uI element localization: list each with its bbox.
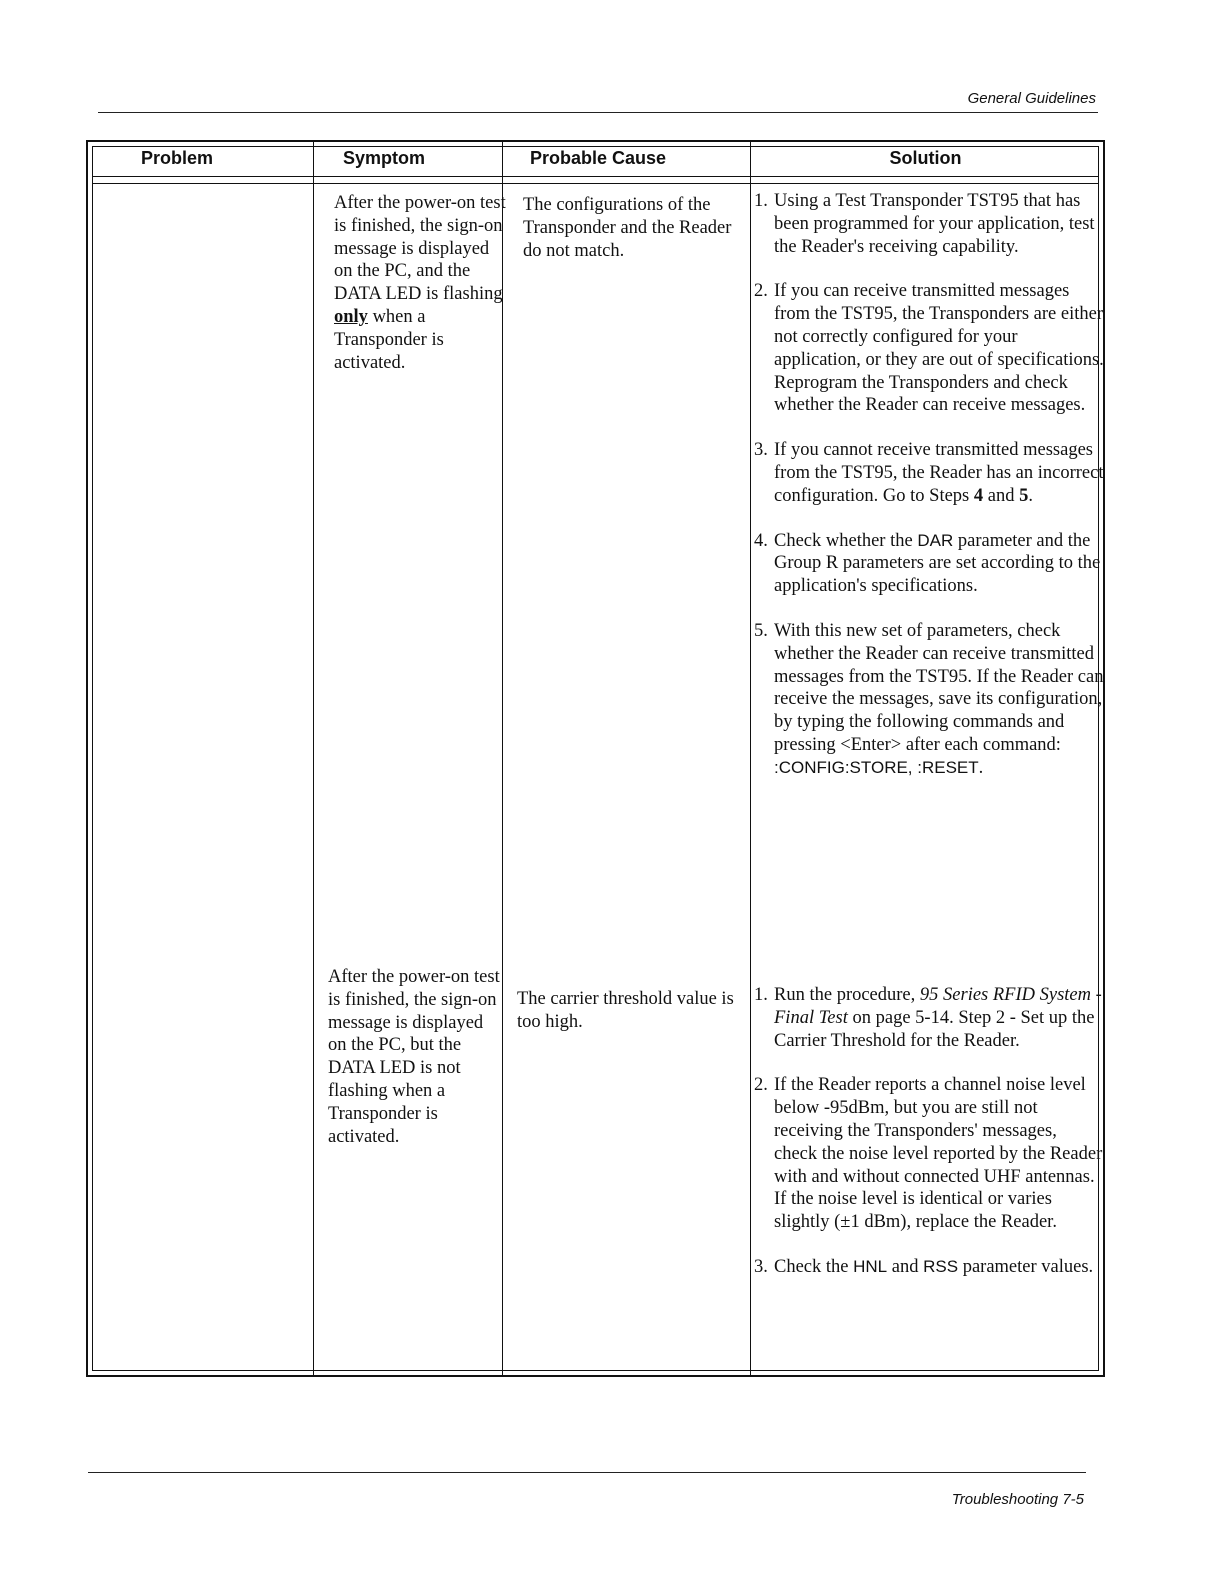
step-text: If the Reader reports a channel noise level below -95dBm, but you are still not receiving the Transponders' messages, check the noise level reported by the Reader with and without connected UHF antennas. If the noise level is identical or varies slightly (±1 dBm), replace the Reader.: [774, 1075, 1103, 1233]
step-number: 2.: [754, 281, 768, 302]
step-number: 5.: [754, 620, 768, 641]
symptom-text: when a Transponder is activated.: [334, 306, 444, 373]
step-number: 1.: [754, 985, 768, 1005]
column-header-problem: Problem: [141, 148, 214, 168]
column-divider: [313, 142, 314, 1375]
solution-step: [752, 280, 1104, 417]
step-number: 3.: [754, 1256, 768, 1277]
solution-step: [752, 620, 1104, 780]
troubleshooting-table: [86, 140, 1105, 1377]
step-text: Run the procedure,: [774, 985, 920, 1005]
step-text: and: [983, 485, 1020, 506]
step-text: .: [978, 757, 984, 778]
solution-step: [752, 984, 1104, 1052]
page-footer: [88, 1472, 1086, 1508]
step-number: 4.: [754, 530, 768, 551]
solution-step: [752, 530, 1104, 598]
step-number: 3.: [754, 440, 768, 461]
symptom-text: After the power-on test is finished, the sign-on message is displayed on the PC, and the DATA LED is flashing: [334, 193, 506, 305]
page-header: [98, 88, 1098, 113]
column-divider: [750, 142, 751, 1375]
step-text: .: [1028, 485, 1033, 506]
solution-step: [752, 439, 1104, 507]
solution-step: [752, 1074, 1104, 1234]
step-number: 1.: [754, 191, 768, 211]
step-text: Using a Test Transponder TST95 that has been programmed for your application, test the Reader's receiving capability.: [774, 191, 1095, 257]
solution-list: [752, 984, 1104, 1301]
parameter-code: RSS: [923, 1256, 959, 1276]
step-text: on page 5-14. Step 2 - Set up the Carrier Threshold for the Reader.: [774, 1007, 1095, 1051]
step-text: parameter values.: [958, 1256, 1094, 1277]
column-header-solution: Solution: [889, 148, 962, 168]
step-ref: 4: [973, 485, 984, 506]
step-text: parameter and the Group R parameters are set according to the application's specifications.: [774, 530, 1101, 597]
parameter-code: DAR: [917, 530, 954, 550]
solution-step: [752, 190, 1104, 258]
parameter-code: HNL: [853, 1256, 888, 1276]
header-rule: [92, 176, 1099, 184]
step-number: 2.: [754, 1075, 768, 1096]
procedure-title: 95 Series RFID System - Final Test: [774, 985, 1102, 1028]
symptom-cell: After the power-on test is finished, the sign-on message is displayed on the PC, but the DATA LED is not flashing when a Transponder is activated.: [328, 967, 500, 1147]
step-text: If you cannot receive transmitted messages from the TST95, the Reader has an incorrect configuration. Go to Steps: [774, 440, 1104, 506]
step-text: Check whether the: [774, 530, 918, 551]
probable-cause-cell: The configurations of the Transponder and the Reader do not match.: [523, 195, 732, 261]
column-header-symptom: Symptom: [343, 148, 426, 168]
probable-cause-cell: The carrier threshold value is too high.: [517, 989, 734, 1032]
step-text: With this new set of parameters, check whether the Reader can receive transmitted messages from the TST95. If the Reader can receive the messages, save its configuration, by typing the following commands and pressing <Enter> after each command:: [774, 620, 1104, 755]
symptom-cell: [334, 192, 512, 374]
symptom-emphasis: only: [334, 306, 368, 327]
solution-step: [752, 1256, 1104, 1279]
footer-title: Troubleshooting 7-5: [951, 1491, 1084, 1508]
step-text: If you can receive transmitted messages from the TST95, the Transponders are either not correctly configured for your application, or they are out of specifications. Reprogram the Transponders and check whether the Reader can receive messages.: [774, 281, 1104, 416]
step-text: and: [887, 1256, 924, 1277]
solution-list: [752, 190, 1104, 802]
command-code: :CONFIG:STORE, :RESET: [774, 757, 979, 777]
column-header-probable-cause: Probable Cause: [530, 148, 667, 168]
step-ref: 5: [1019, 485, 1029, 506]
header-title: General Guidelines: [967, 90, 1096, 107]
step-text: Check the: [774, 1256, 854, 1277]
